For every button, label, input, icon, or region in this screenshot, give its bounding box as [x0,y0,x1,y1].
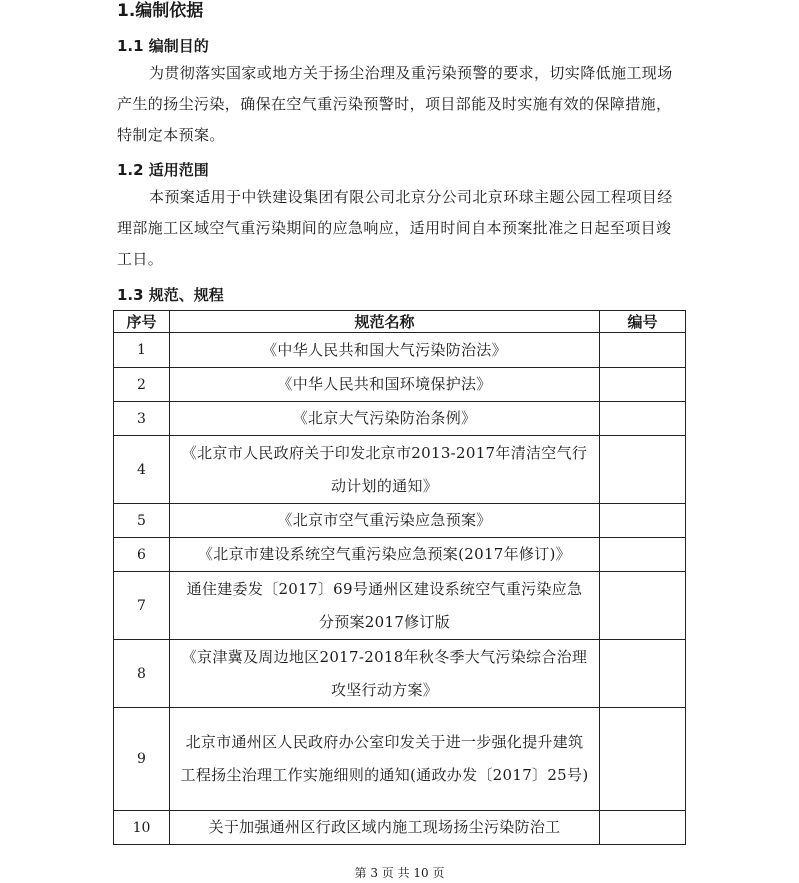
row-code [600,538,686,572]
row-number: 9 [114,708,170,811]
table-row [114,368,686,402]
row-number: 7 [114,572,170,640]
row-regulation-name: 《北京市空气重污染应急预案》 [170,504,600,538]
row-code [600,402,686,436]
regulations-table [113,310,686,845]
section-1-3-heading: 1.3 规范、规程 [117,286,224,304]
section-1-2-paragraph: 本预案适用于中铁建设集团有限公司北京分公司北京环球主题公园工程项目经理部施工区域空气重污染期间的应急响应，适用时间自本预案批准之日起至项目竣工日。 [117,188,673,268]
table-row [114,333,686,368]
table-row [114,572,686,640]
section-1-1-paragraph: 为贯彻落实国家或地方关于扬尘治理及重污染预警的要求，切实降低施工现场产生的扬尘污染，确保在空气重污染预警时，项目部能及时实施有效的保障措施，特制定本预案。 [117,64,673,144]
row-number: 5 [114,504,170,538]
section-1-2-heading: 1.2 适用范围 [117,161,209,179]
row-number: 10 [114,811,170,845]
table-header-row [114,311,686,333]
row-code [600,436,686,504]
row-number: 6 [114,538,170,572]
row-code [600,368,686,402]
row-regulation-name: 《北京大气污染防治条例》 [170,402,600,436]
row-regulation-name: 关于加强通州区行政区域内施工现场扬尘污染防治工 [170,811,600,845]
row-code [600,333,686,368]
row-code [600,811,686,845]
page-footer: 第 3 页 共 10 页 [354,866,445,880]
row-number: 4 [114,436,170,504]
table-row [114,811,686,845]
row-regulation-name: 《中华人民共和国大气污染防治法》 [170,333,600,368]
row-number: 1 [114,333,170,368]
row-number: 3 [114,402,170,436]
header-serial-number: 序号 [114,311,170,333]
table-row [114,538,686,572]
section-1-1-heading: 1.1 编制目的 [117,37,209,55]
row-regulation-name: 《北京市建设系统空气重污染应急预案(2017年修订)》 [170,538,600,572]
header-code: 编号 [600,311,686,333]
row-regulation-name: 《中华人民共和国环境保护法》 [170,368,600,402]
row-regulation-name: 《京津冀及周边地区2017-2018年秋冬季大气污染综合治理攻坚行动方案》 [170,640,600,708]
row-regulation-name: 北京市通州区人民政府办公室印发关于进一步强化提升建筑工程扬尘治理工作实施细则的通知(通政办发〔2017〕25号) [170,708,600,811]
row-number: 2 [114,368,170,402]
table-row [114,708,686,811]
table-row [114,640,686,708]
header-regulation-name: 规范名称 [170,311,600,333]
row-code [600,640,686,708]
row-code [600,708,686,811]
table-row [114,436,686,504]
row-number: 8 [114,640,170,708]
section-1-heading: 1.编制依据 [117,1,204,21]
table-row [114,504,686,538]
row-regulation-name: 通住建委发〔2017〕69号通州区建设系统空气重污染应急分预案2017修订版 [170,572,600,640]
row-code [600,572,686,640]
row-regulation-name: 《北京市人民政府关于印发北京市2013-2017年清洁空气行动计划的通知》 [170,436,600,504]
table-row [114,402,686,436]
row-code [600,504,686,538]
